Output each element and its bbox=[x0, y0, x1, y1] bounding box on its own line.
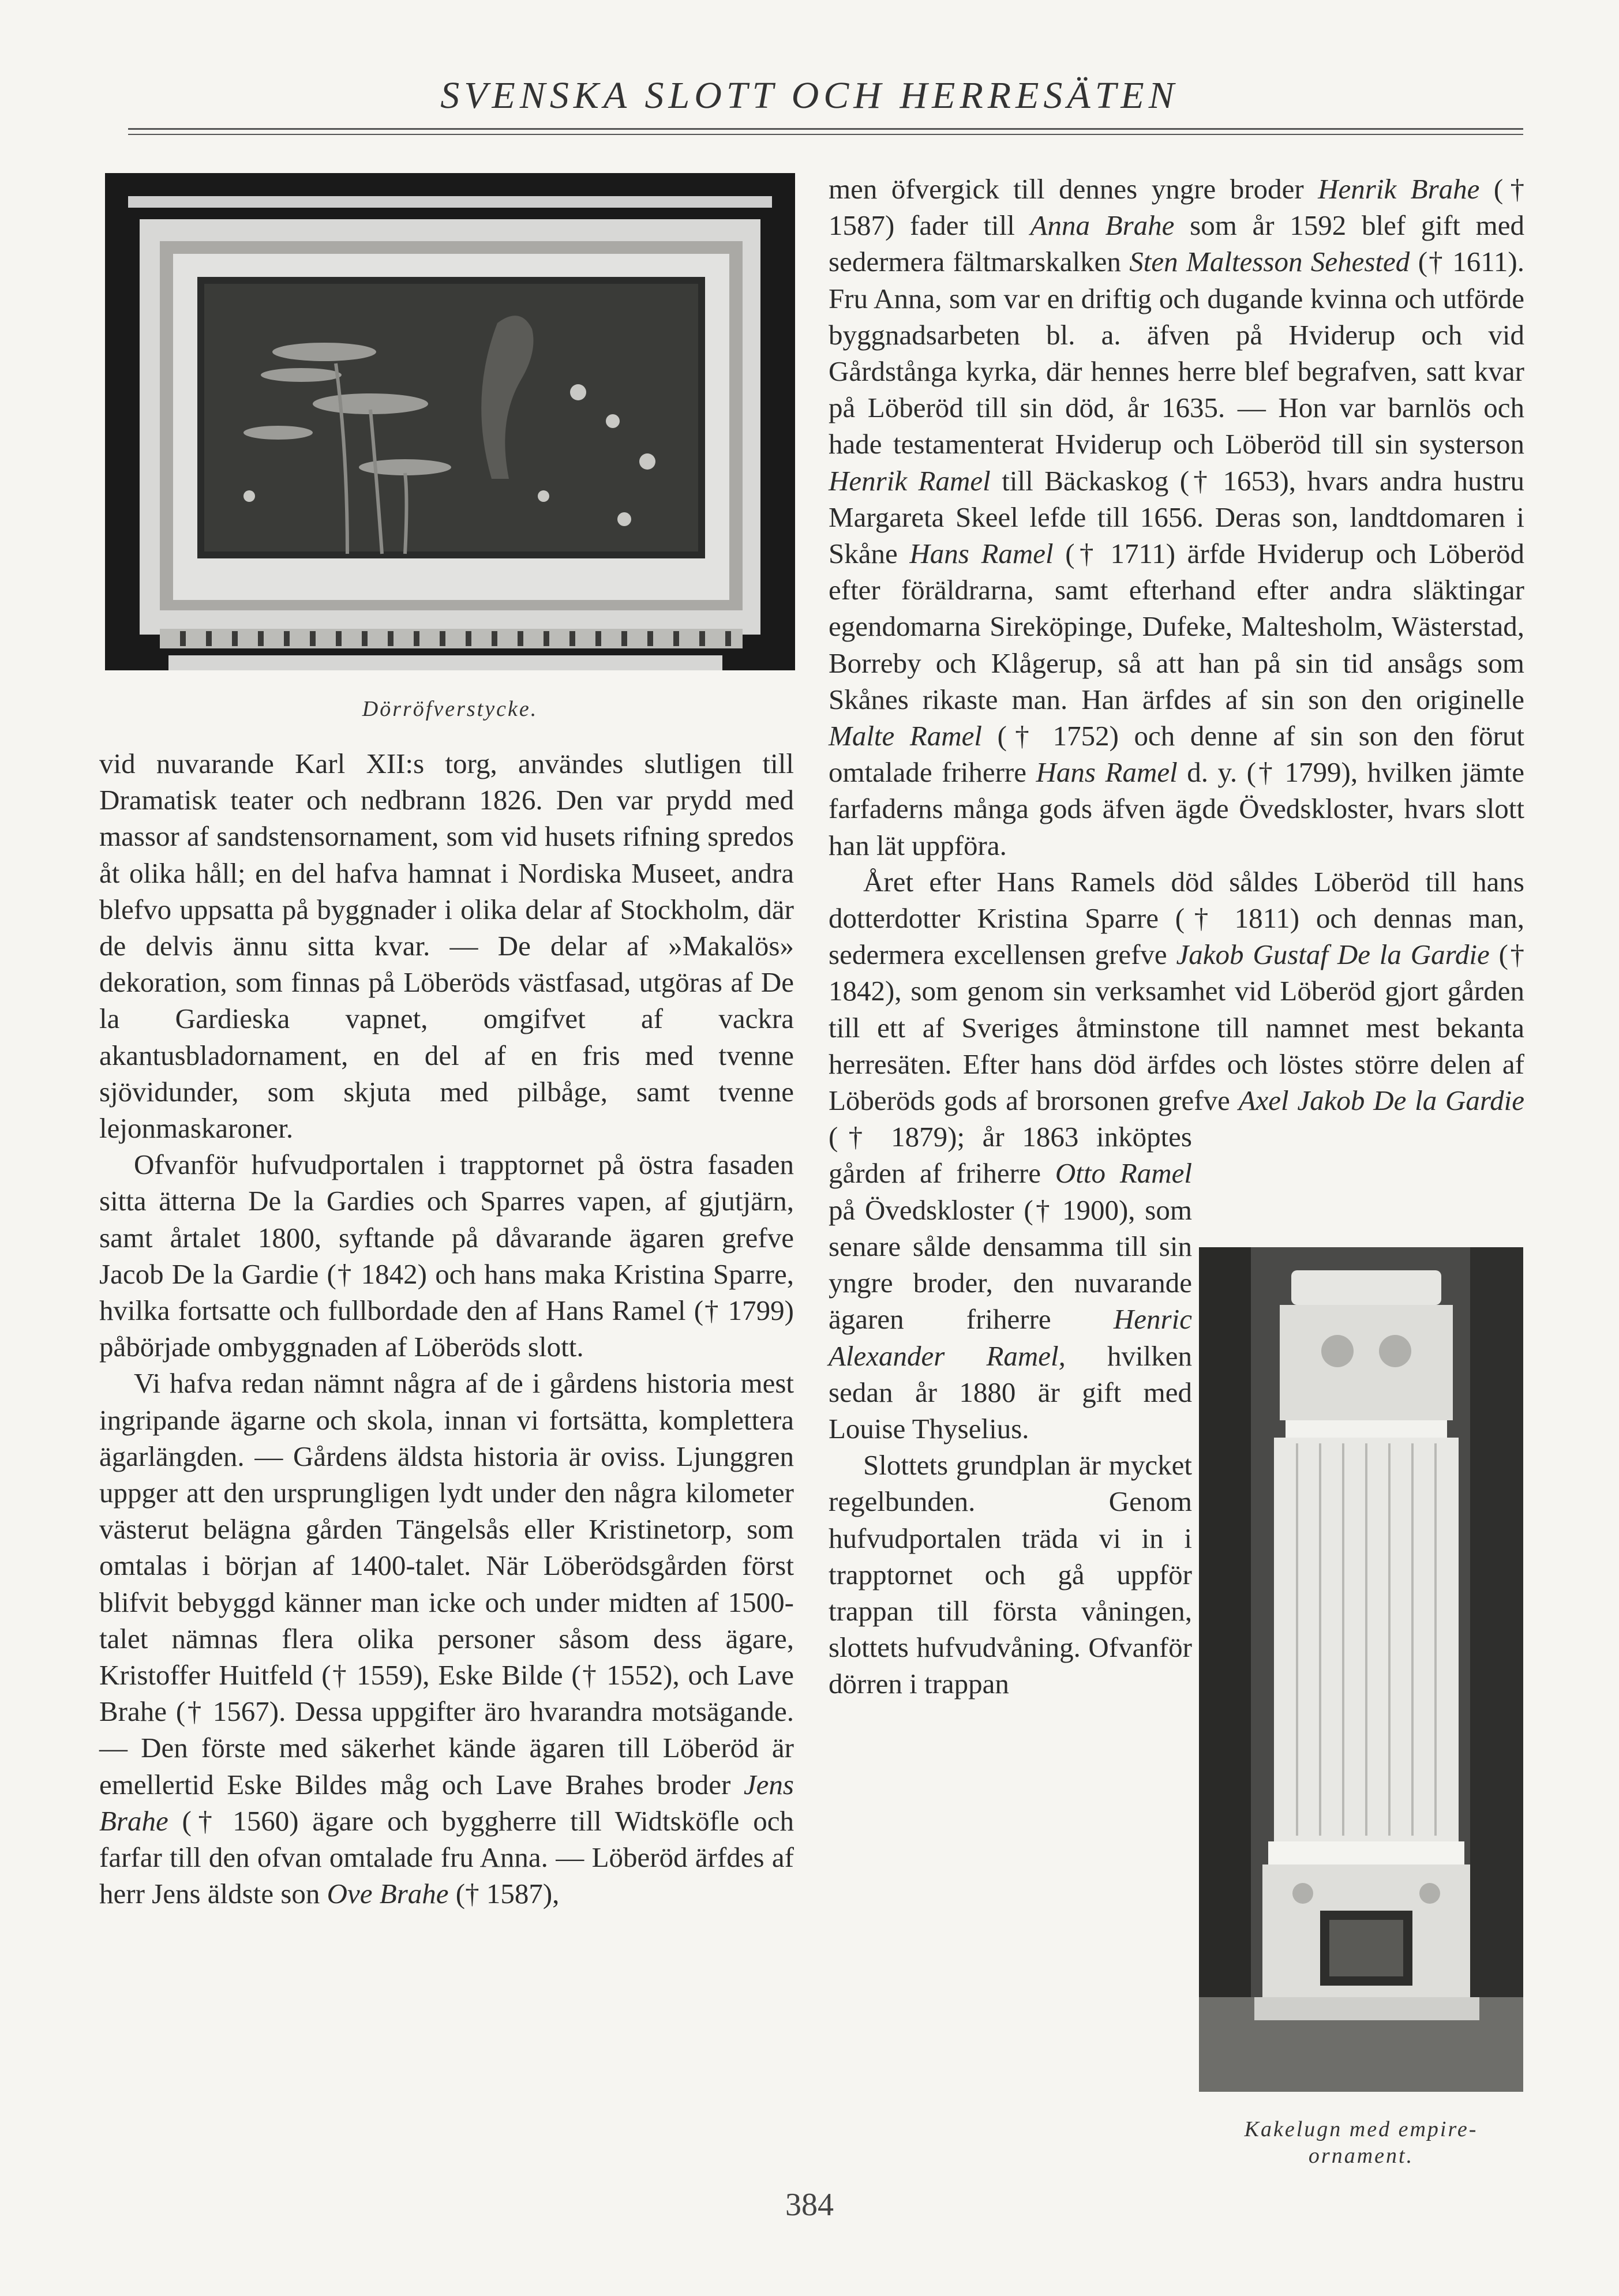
tiled-stove-caption: Kakelugn med empire- ornament. bbox=[1244, 2117, 1478, 2168]
running-title: SVENSKA SLOTT OCH HERRESÄTEN bbox=[440, 74, 1179, 117]
tiled-stove-photo bbox=[1199, 1247, 1523, 2092]
name-ove-brahe: Ove Brahe bbox=[327, 1878, 449, 1910]
header-rule-top bbox=[128, 128, 1523, 130]
right-paragraph-1: men öfvergick till dennes yngre broder Henrik Brahe († 1587) fader till Anna Brahe som år 1592 blef gift med sedermera fältmarskalken Sten Maltesson Sehested († 1611). Fru Anna, som var en driftig och dugande kvinna och utförde byggnadsarbeten bl. a. äfven på Hviderup och vid Gårdstånga kyrka, där hennes herre blef begrafven, satt kvar på Löberöd till sin död, år 1635. — Hon var barnlös och hade testamenterat Hviderup och Löberöd till sin systerson Henrik Ramel till Bäckaskog († 1653), hvars andra hustru Margareta Skeel lefde till 1656. Deras son, landtdomaren i Skåne Hans Ramel († 1711) ärfde Hviderup och Löberöd efter föräldrarna, samt efterhand efter andra släktingar egendomarna Sireköpinge, Dufeke, Maltesholm, Wästerstad, Borreby och Klågerup, så att han på sin tid ansågs som Skånes rikaste man. Han ärfdes af sin son den originelle Malte Ramel († 1752) och denne af sin son den förut omtalade friherre Hans Ramel d. y. († 1799), hvilken jämte farfaderns många gods äfven ägde Övedskloster, hvars slott han lät uppföra. bbox=[829, 173, 1525, 861]
name-jens-brahe: Jens Brahe bbox=[99, 1768, 794, 1837]
left-paragraph-1: vid nuvarande Karl XII:s torg, användes slutligen till Dramatisk teater och nedbrann 1826. Den var prydd med massor af sandstensornament, som vid husets rifning spredos åt olika håll; en del hafva hamnat i Nordiska Museet, andra blefvo uppsatta på byggnader i olika delar af Stockholm, där de delvis ännu sitta kvar. — De delar af »Makalös» dekoration, som finnas på Löberöds västfasad, utgöras af De la Gardieska vapnet, omgifvet af vackra akantusbladornament, en del af en fris med tvenne sjövidunder, som skjuta med pilbåge, samt tvenne lejonmaskaroner. bbox=[99, 748, 794, 1145]
left-column bbox=[99, 745, 794, 1912]
right-paragraph-2: Året efter Hans Ramels död såldes Löberöd till hans dotterdotter Kristina Sparre († 1811) och dennas man, sedermera excellensen grefve Jakob Gustaf De la Gardie († 1842), som genom sin verksamhet vid Löberöd gjort gården till ett af Sveriges åtminstone till namnet mest bekanta herresäten. Efter hans död ärfdes och löstes större delen af Löberöds gods af brorsonen grefve Axel Jakob De la Gardie († 1879); år 1863 inköptes gården af friherre Otto Ramel på Övedskloster († 1900), som senare sålde densamma till sin yngre broder, den nuvarande ägaren friherre Henric Alexander Ramel, hvilken sedan år 1880 är gift med Louise Thyselius. bbox=[829, 864, 1524, 1447]
page-number: 384 bbox=[785, 2187, 834, 2223]
door-overpiece-caption: Dörröfverstycke. bbox=[362, 697, 538, 721]
left-paragraph-2: Ofvanför hufvudportalen i trapptornet på östra fasaden sitta ätterna De la Gardies och Sparres vapen, af gjutjärn, samt årtalet 1800, syftande på dåvarande ägaren grefve Jacob De la Gardie († 1842) och hans maka Kristina Sparre, hvilka fortsatte och fullbordade den af Hans Ramel († 1799) påbörjade ombyggnaden af Löberöds slott. bbox=[99, 1149, 794, 1363]
left-paragraph-3: Vi hafva redan nämnt några af de i gårdens historia mest ingripande ägarne och skola, innan vi fortsätta, komplettera ägarlängden. — Gårdens äldsta historia är oviss. Ljunggren uppger att den ursprungligen lydt under den några kilometer västerut belägna gården Tängelsås eller Kristinetorp, som omtalas i början af 1400-talet. När Löberödsgården först blifvit bebyggd känner man icke och under midten af 1500-talet nämnas flera olika personer såsom dess ägare, Kristoffer Huitfeld († 1559), Eske Bilde († 1552), och Lave Brahe († 1567). Dessa uppgifter äro hvarandra motsägande. — Den förste med säkerhet kände ägaren till Löberöd är emellertid Eske Bildes måg och Lave Brahes broder Jens Brahe († 1560) ägare och byggherre till Widtsköfle och farfar till den ofvan omtalade fru Anna. — Löberöd ärfdes af herr Jens äldste son Ove Brahe († 1587), bbox=[99, 1367, 794, 1910]
header-rule-bottom bbox=[128, 134, 1523, 135]
door-overpiece-photo bbox=[105, 173, 795, 670]
right-paragraph-3: Slottets grundplan är mycket regelbunden. Genom hufvudportalen träda vi in i trapptornet och gå uppför trappan till första våningen, slottets hufvudvåning. Ofvanför dörren i trappan bbox=[829, 1449, 1192, 1700]
